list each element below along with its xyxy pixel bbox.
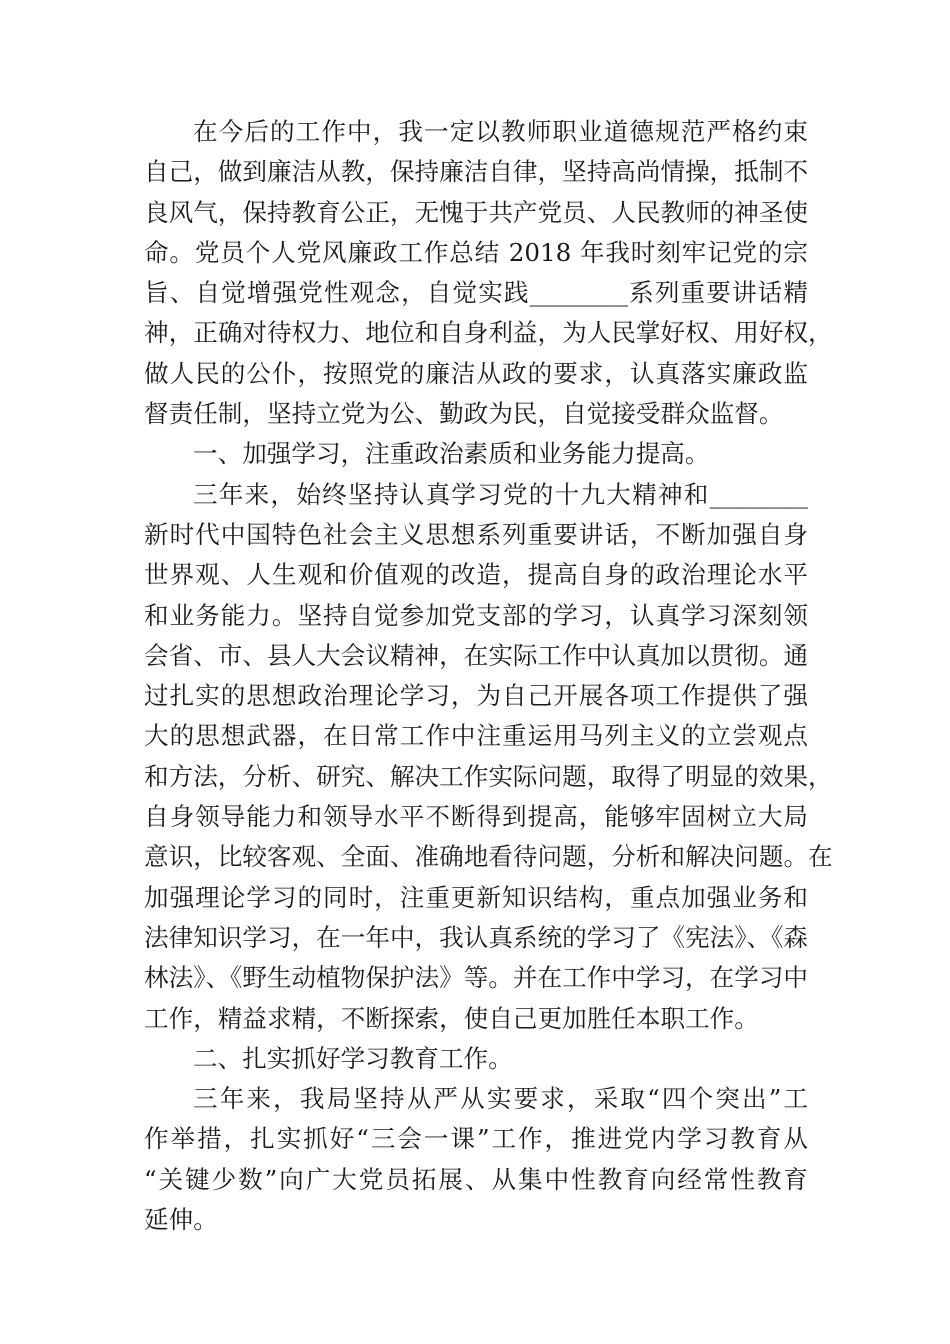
document-body xyxy=(144,112,833,1240)
paragraph-line: 作举措，扎实抓好“三会一课”工作，推进党内学习教育从 xyxy=(144,1124,808,1154)
paragraph-line: 自己，做到廉洁从教，保持廉洁自律，坚持高尚情操，抵制不 xyxy=(144,157,809,187)
paragraph-line: 新时代中国特色社会主义思想系列重要讲话，不断加强自身 xyxy=(144,519,808,549)
paragraph-line: “关键少数”向广大党员拓展、从集中性教育向经常性教育 xyxy=(144,1164,808,1194)
paragraph-line: 延伸。 xyxy=(144,1205,218,1235)
paragraph-line: 和业务能力。坚持自觉参加党支部的学习，认真学习深刻领 xyxy=(144,600,808,630)
paragraph-line: 三年来，我局坚持从严从实要求，采取“四个突出”工 xyxy=(193,1084,808,1114)
section-heading: 一、加强学习，注重政治素质和业务能力提高。 xyxy=(193,439,710,469)
paragraph-line: 督责任制，坚持立党为公、勤政为民，自觉接受群众监督。 xyxy=(144,399,784,429)
paragraph-line: 在今后的工作中，我一定以教师职业道德规范严格约束 xyxy=(193,117,808,146)
paragraph-line: 法律知识学习，在一年中，我认真系统的学习了《宪法》、《森 xyxy=(144,922,809,952)
paragraph-line: 命。党员个人党风廉政工作总结 2018 年我时刻牢记党的宗 xyxy=(144,237,808,267)
paragraph-line: 工作，精益求精，不断探索，使自己更加胜任本职工作。 xyxy=(144,1003,759,1033)
paragraph-line: 大的思想武器，在日常工作中注重运用马列主义的立尝观点 xyxy=(144,721,808,751)
paragraph-line: 世界观、人生观和价值观的改造，提高自身的政治理论水平 xyxy=(144,560,808,590)
section-heading: 二、扎实抓好学习教育工作。 xyxy=(193,1043,513,1073)
paragraph-line: 和方法，分析、研究、解决工作实际问题，取得了明显的效果， xyxy=(144,761,833,791)
paragraph-line: 自身领导能力和领导水平不断得到提高，能够牢固树立大局 xyxy=(144,802,808,832)
paragraph-line: 过扎实的思想政治理论学习，为自己开展各项工作提供了强 xyxy=(144,681,808,711)
paragraph-line: 旨、自觉增强党性观念，自觉实践________系列重要讲话精 xyxy=(144,278,808,308)
paragraph-line: 林法》、《野生动植物保护法》等。并在工作中学习，在学习中 xyxy=(144,963,809,993)
paragraph-line: 三年来，始终坚持认真学习党的十九大精神和________ xyxy=(193,479,808,509)
paragraph-line: 加强理论学习的同时，注重更新知识结构，重点加强业务和 xyxy=(144,882,808,912)
paragraph-line: 良风气，保持教育公正，无愧于共产党员、人民教师的神圣使 xyxy=(144,197,809,227)
paragraph-line: 做人民的公仆，按照党的廉洁从政的要求，认真落实廉政监 xyxy=(144,358,808,388)
paragraph-line: 意识，比较客观、全面、准确地看待问题，分析和解决问题。在 xyxy=(144,842,833,872)
paragraph-line: 神，正确对待权力、地位和自身利益，为人民掌好权、用好权， xyxy=(144,318,833,348)
paragraph-line: 会省、市、县人大会议精神，在实际工作中认真加以贯彻。通 xyxy=(144,640,809,670)
